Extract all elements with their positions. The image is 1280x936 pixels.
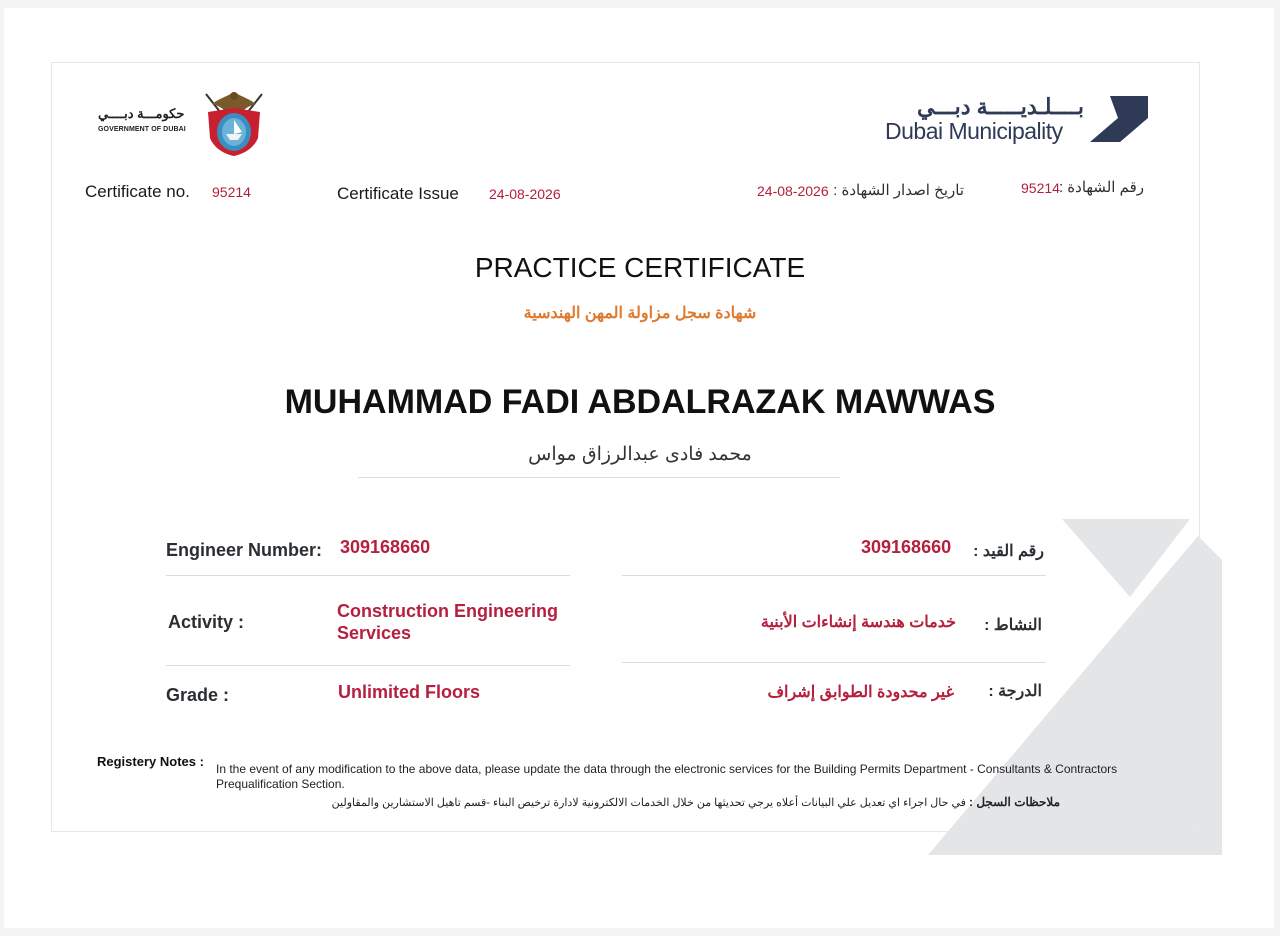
cert-no-ar-label: رقم الشهادة : [1058, 179, 1144, 196]
holder-name-arabic: محمد فادى عبدالرزاق مواس [528, 444, 752, 465]
dm-logo-english-text: Dubai Municipality [885, 118, 1063, 144]
cert-no-ar-value: 95214 [1021, 180, 1060, 196]
gov-dubai-logo [96, 88, 271, 158]
activity-ar-value: خدمات هندسة إنشاءات الأبنية [760, 614, 956, 631]
grade-label: Grade : [166, 685, 230, 705]
activity-rule-right [622, 662, 1046, 663]
engineer-number-rule-left [166, 575, 570, 576]
cert-issue-label: Certificate Issue [337, 184, 459, 203]
certificate-title-arabic: شهادة سجل مزاولة المهن الهندسية [523, 305, 757, 322]
dm-chevron-icon [1090, 96, 1150, 144]
holder-name-english: MUHAMMAD FADI ABDALRAZAK MAWWAS [284, 383, 996, 421]
notes-label: Registery Notes : [97, 754, 204, 769]
notes-text-en-line1: In the event of any modification to the above data, please update the data through the electronic services for the Building Permits Department - Consultants & Contractors [216, 762, 1118, 776]
engineer-number-label: Engineer Number: [166, 540, 323, 560]
cert-no-label: Certificate no. [85, 182, 190, 201]
cert-issue-ar-label: تاريخ اصدار الشهادة : [833, 182, 964, 199]
engineer-number-ar-label: رقم القيد : [973, 543, 1044, 560]
notes-text-arabic: في حال اجراء اي تعديل علي البيانات أعلاه يرجي تحديثها من خلال الخدمات الالكترونية لادارة ترخيص البناء -قسم تاهيل الاستشارين والمقاولين [331, 797, 966, 809]
notes-label-arabic: ملاحظات السجل : [969, 795, 1060, 809]
dubai-municipality-logo [884, 94, 1150, 148]
name-underline [358, 477, 840, 478]
activity-ar-label: النشاط : [984, 617, 1042, 634]
gov-emblem-icon [198, 88, 270, 158]
engineer-number-ar-value: 309168660 [861, 537, 952, 557]
gov-logo-arabic-text: حكومـــة دبــــي [98, 106, 185, 121]
cert-issue-value: 24-08-2026 [489, 186, 561, 202]
cert-no-value: 95214 [212, 184, 251, 200]
gov-logo-english-text: GOVERNMENT OF DUBAI [98, 126, 186, 133]
cert-issue-ar-value: 24-08-2026 [757, 183, 829, 199]
activity-label: Activity : [168, 612, 245, 632]
engineer-number-value: 309168660 [340, 537, 431, 557]
notes-text-en-line2: Prequalification Section. [216, 777, 345, 791]
grade-ar-value: غير محدودة الطوابق إشراف [767, 684, 954, 701]
grade-value: Unlimited Floors [338, 682, 481, 702]
activity-value-line1: Construction Engineering [337, 601, 559, 621]
activity-value-line2: Services [337, 623, 412, 643]
grade-ar-label: الدرجة : [988, 683, 1042, 700]
dm-logo-arabic-text: بــــلـديـــــة دبـــي [916, 94, 1084, 119]
notes-arabic-block [240, 795, 1060, 809]
engineer-number-rule-right [622, 575, 1046, 576]
certificate-title: PRACTICE CERTIFICATE [474, 252, 806, 283]
activity-rule-left [166, 665, 570, 666]
